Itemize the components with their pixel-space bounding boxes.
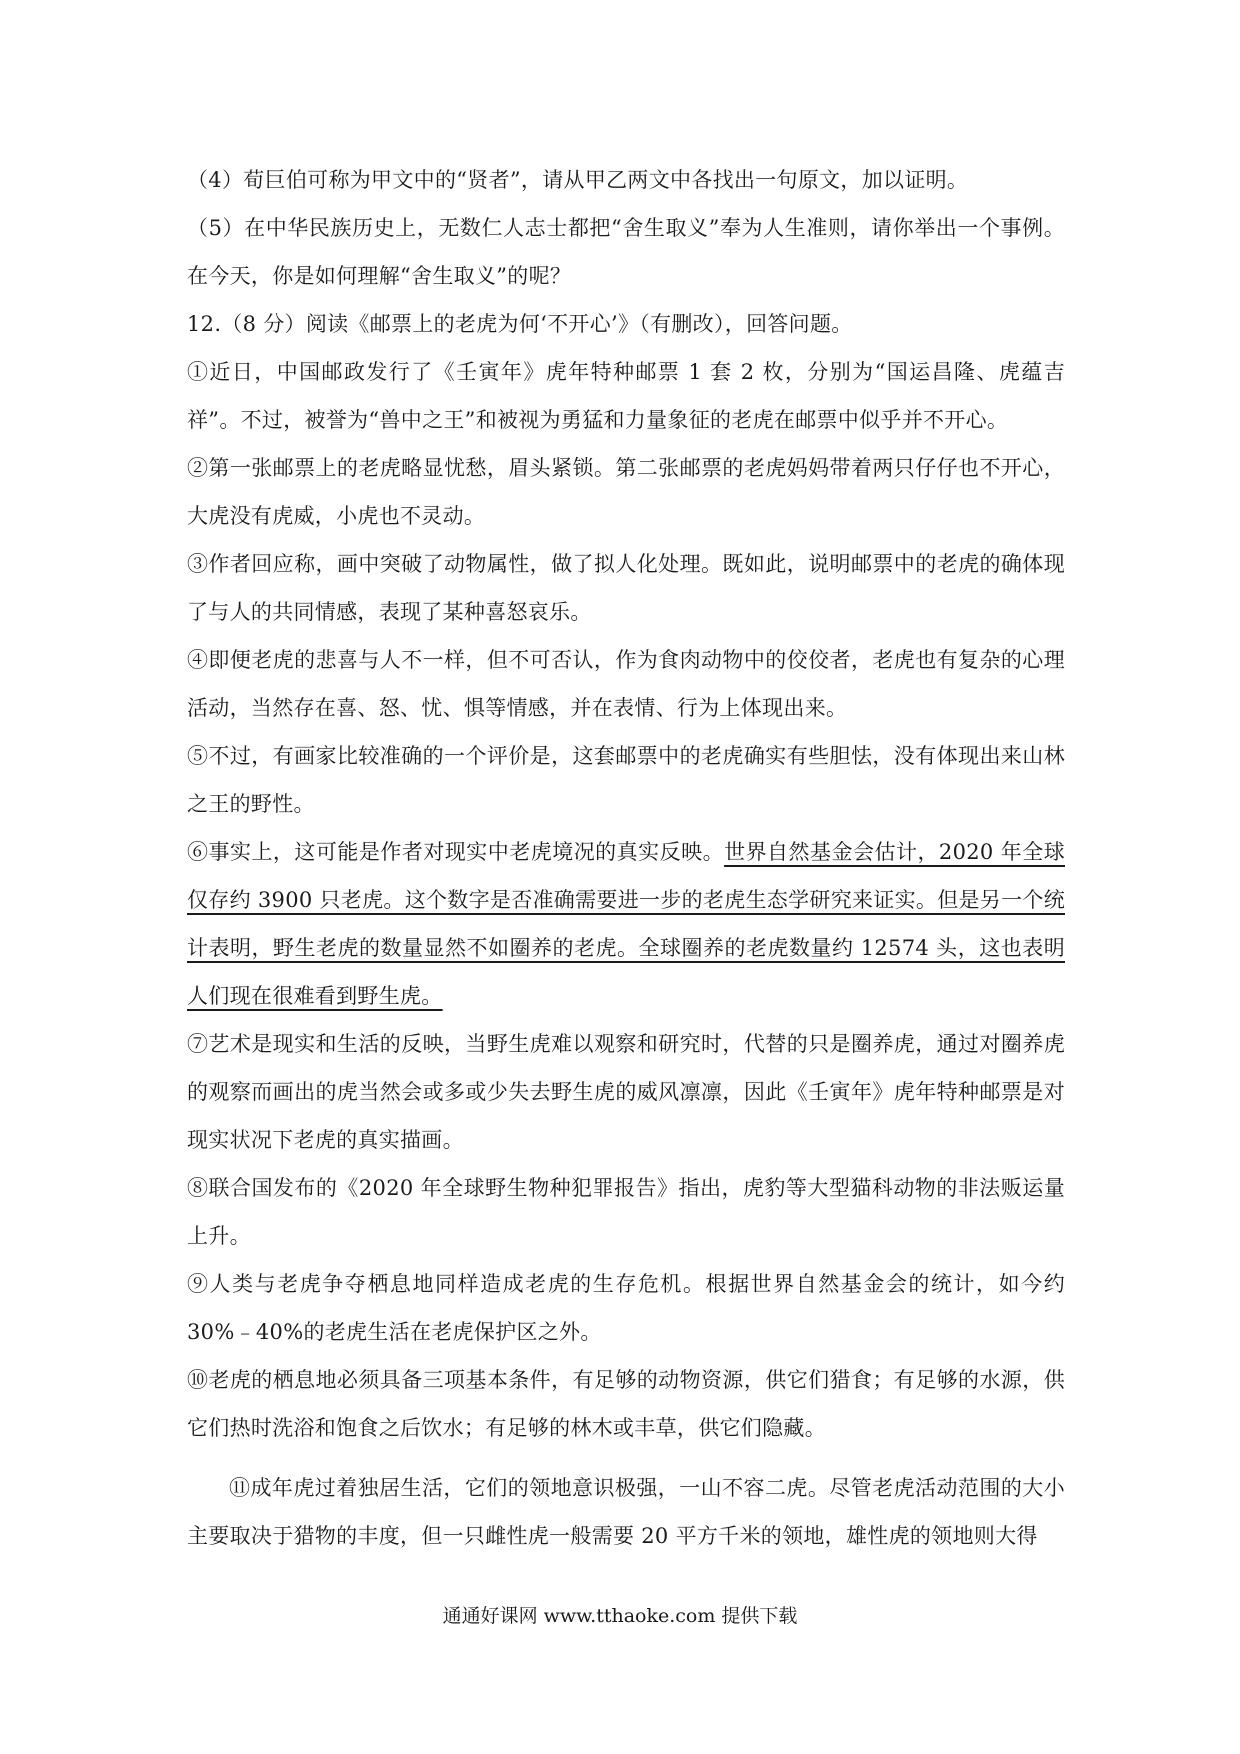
- article-paragraph-2: ②第一张邮票上的老虎略显忧愁，眉头紧锁。第二张邮票的老虎妈妈带着两只仔仔也不开心，大虎没有虎威，小虎也不灵动。: [187, 456, 1065, 528]
- question-12-heading: 12.（8 分）阅读《邮票上的老虎为何‘不开心’》（有删改），回答问题。: [187, 312, 853, 336]
- question-4: （4）荀巨伯可称为甲文中的“贤者”，请从甲乙两文中各找出一句原文，加以证明。: [187, 168, 969, 192]
- article-paragraph-4: ④即便老虎的悲喜与人不一样，但不可否认，作为食肉动物中的佼佼者，老虎也有复杂的心理活动，当然存在喜、怒、忧、惧等情感，并在表情、行为上体现出来。: [187, 648, 1065, 720]
- article-paragraph-9: ⑨人类与老虎争夺栖息地同样造成老虎的生存危机。根据世界自然基金会的统计，如今约 30%﹣40%的老虎生活在老虎保护区之外。: [187, 1272, 1065, 1344]
- paragraph-6-lead: ⑥事实上，这可能是作者对现实中老虎境况的真实反映。: [187, 840, 725, 864]
- article-paragraph-10: ⑩老虎的栖息地必须具备三项基本条件，有足够的动物资源，供它们猎食；有足够的水源，供它们热时洗浴和饱食之后饮水；有足够的林木或丰草，供它们隐藏。: [187, 1368, 1065, 1440]
- page-footer: 通通好课网 www.tthaoke.com 提供下载: [442, 1605, 798, 1627]
- page-content: [187, 156, 1065, 1560]
- article-paragraph-6: [187, 828, 1065, 1020]
- question-5: （5）在中华民族历史上，无数仁人志士都把“舍生取义”奉为人生准则，请你举出一个事例。在今天，你是如何理解“舍生取义”的呢？: [187, 216, 1065, 288]
- article-paragraph-5: ⑤不过，有画家比较准确的一个评价是，这套邮票中的老虎确实有些胆怯，没有体现出来山林之王的野性。: [187, 744, 1065, 816]
- article-paragraph-8: ⑧联合国发布的《2020 年全球野生物种犯罪报告》指出，虎豹等大型猫科动物的非法贩运量上升。: [187, 1176, 1065, 1248]
- underlined-passage: 世界自然基金会估计，2020 年全球仅存约 3900 只老虎。这个数字是否准确需要进一步的老虎生态学研究来证实。但是另一个统计表明，野生老虎的数量显然不如圈养的老虎。全球圈养的老虎数量约 12574 头，这也表明人们现在很难看到野生虎。: [187, 840, 1065, 1008]
- article-paragraph-1: ①近日，中国邮政发行了《壬寅年》虎年特种邮票 1 套 2 枚，分别为“国运昌隆、虎蕴吉祥”。不过，被誉为“兽中之王”和被视为勇猛和力量象征的老虎在邮票中似乎并不开心。: [187, 360, 1065, 432]
- article-paragraph-3: ③作者回应称，画中突破了动物属性，做了拟人化处理。既如此，说明邮票中的老虎的确体现了与人的共同情感，表现了某种喜怒哀乐。: [187, 552, 1065, 624]
- article-paragraph-7: ⑦艺术是现实和生活的反映，当野生虎难以观察和研究时，代替的只是圈养虎，通过对圈养虎的观察而画出的虎当然会或多或少失去野生虎的威风凛凛，因此《壬寅年》虎年特种邮票是对现实状况下老虎的真实描画。: [187, 1032, 1065, 1152]
- article-paragraph-11: ⑪成年虎过着独居生活，它们的领地意识极强，一山不容二虎。尽管老虎活动范围的大小主要取决于猎物的丰度，但一只雌性虎一般需要 20 平方千米的领地，雄性虎的领地则大得: [187, 1476, 1065, 1548]
